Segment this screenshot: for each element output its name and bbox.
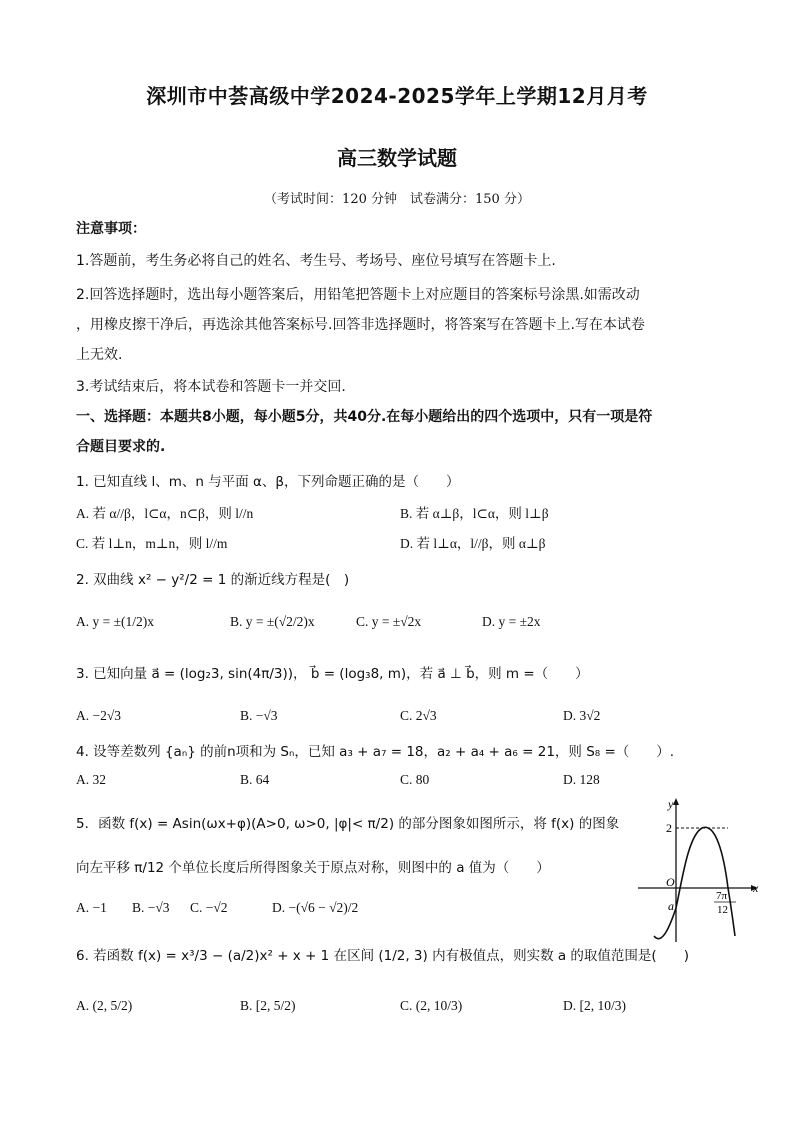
q3-option-c[interactable]: C. 2√3 <box>400 708 437 723</box>
q5-option-d[interactable]: D. −(√6 − √2)/2 <box>272 900 359 915</box>
origin-label: O <box>666 875 675 889</box>
q1-option-a[interactable]: A. 若 α//β，l⊂α，n⊂β，则 l//n <box>76 506 254 521</box>
y-axis-arrow <box>673 798 679 805</box>
question-1-stem: 1. 已知直线 l、m、n 与平面 α、β，下列命题正确的是（ ） <box>76 474 460 490</box>
q6-option-a[interactable]: A. (2, 5/2) <box>76 998 133 1013</box>
notice-item-2c: 上无效. <box>76 347 123 363</box>
q4-option-d[interactable]: D. 128 <box>563 772 600 787</box>
q4-option-c[interactable]: C. 80 <box>400 772 430 787</box>
exam-subtitle: 高三数学试题 <box>337 146 457 170</box>
q3-option-a[interactable]: A. −2√3 <box>76 708 122 723</box>
q5-option-a[interactable]: A. −1 <box>76 900 107 915</box>
question-6-stem: 6. 若函数 f(x) = x³/3 − (a/2)x² + x + 1 在区间 (1/2, 3) 内有极值点，则实数 a 的取值范围是( ) <box>76 948 689 964</box>
zero-label-numerator: 7π <box>716 890 728 902</box>
peak-value-label: 2 <box>666 821 672 835</box>
notice-item-3: 3.考试结束后，将本试卷和答题卡一并交回. <box>76 379 346 395</box>
q4-option-b[interactable]: B. 64 <box>240 772 270 787</box>
q5-option-b[interactable]: B. −√3 <box>132 900 170 915</box>
q3-option-d[interactable]: D. 3√2 <box>563 708 601 723</box>
section-heading-a: 一、选择题：本题共8小题，每小题5分，共40分.在每小题给出的四个选项中，只有一项是符 <box>76 409 653 425</box>
x-axis-label: x <box>753 881 759 895</box>
q6-option-b[interactable]: B. [2, 5/2) <box>240 998 296 1013</box>
question-2-stem: 2. 双曲线 x² − y²/2 = 1 的渐近线方程是( ) <box>76 572 350 588</box>
question-4-stem: 4. 设等差数列 {aₙ} 的前n项和为 Sₙ，已知 a₃ + a₇ = 18，a₂ + a₄ + a₆ = 21，则 S₈ =（ ）. <box>76 744 675 760</box>
question-5-stem-a: 5．函数 f(x) = Asin(ωx+φ)(A>0, ω>0, |φ|< π/2) 的部分图象如图所示，将 f(x) 的图象 <box>76 816 620 832</box>
a-value-label: a <box>668 899 674 913</box>
notice-item-1: 1.答题前，考生务必将自己的姓名、考生号、考场号、座位号填写在答题卡上. <box>76 253 556 269</box>
y-axis-label: y <box>668 797 674 811</box>
q6-option-d[interactable]: D. [2, 10/3) <box>563 998 626 1013</box>
exam-info: （考试时间：120 分钟 试卷满分：150 分） <box>264 192 530 207</box>
q2-option-c[interactable]: C. y = ±√2x <box>356 614 422 629</box>
section-heading-b: 合题目要求的. <box>76 439 166 455</box>
q2-option-a[interactable]: A. y = ±(1/2)x <box>76 614 155 629</box>
q2-option-d[interactable]: D. y = ±2x <box>482 614 541 629</box>
sine-graph <box>636 796 762 944</box>
q5-option-c[interactable]: C. −√2 <box>190 900 228 915</box>
question-5-stem-b: 向左平移 π/12 个单位长度后所得图象关于原点对称，则图中的 a 值为（ ） <box>76 860 550 876</box>
notice-item-2b: ，用橡皮擦干净后，再选涂其他答案标号.回答非选择题时，将答案写在答题卡上.写在本试卷 <box>76 317 645 333</box>
question-3-stem: 3. 已知向量 a⃗ = (log₂3, sin(4π/3))， b⃗ = (log₃8, m)，若 a⃗ ⊥ b⃗，则 m =（ ） <box>76 666 589 682</box>
q1-option-d[interactable]: D. 若 l⊥α，l//β，则 α⊥β <box>400 536 546 551</box>
q6-option-c[interactable]: C. (2, 10/3) <box>400 998 463 1013</box>
notice-item-2a: 2.回答选择题时，选出每小题答案后，用铅笔把答题卡上对应题目的答案标号涂黑.如需改动 <box>76 287 640 303</box>
q1-option-c[interactable]: C. 若 l⊥n，m⊥n，则 l//m <box>76 536 228 551</box>
q2-option-b[interactable]: B. y = ±(√2/2)x <box>230 614 315 629</box>
q1-option-b[interactable]: B. 若 α⊥β，l⊂α，则 l⊥β <box>400 506 549 521</box>
q4-option-a[interactable]: A. 32 <box>76 772 106 787</box>
zero-label-denominator: 12 <box>717 904 728 916</box>
notice-heading: 注意事项： <box>76 221 146 237</box>
exam-title: 深圳市中荟高级中学2024-2025学年上学期12月月考 <box>146 84 648 108</box>
q3-option-b[interactable]: B. −√3 <box>240 708 278 723</box>
